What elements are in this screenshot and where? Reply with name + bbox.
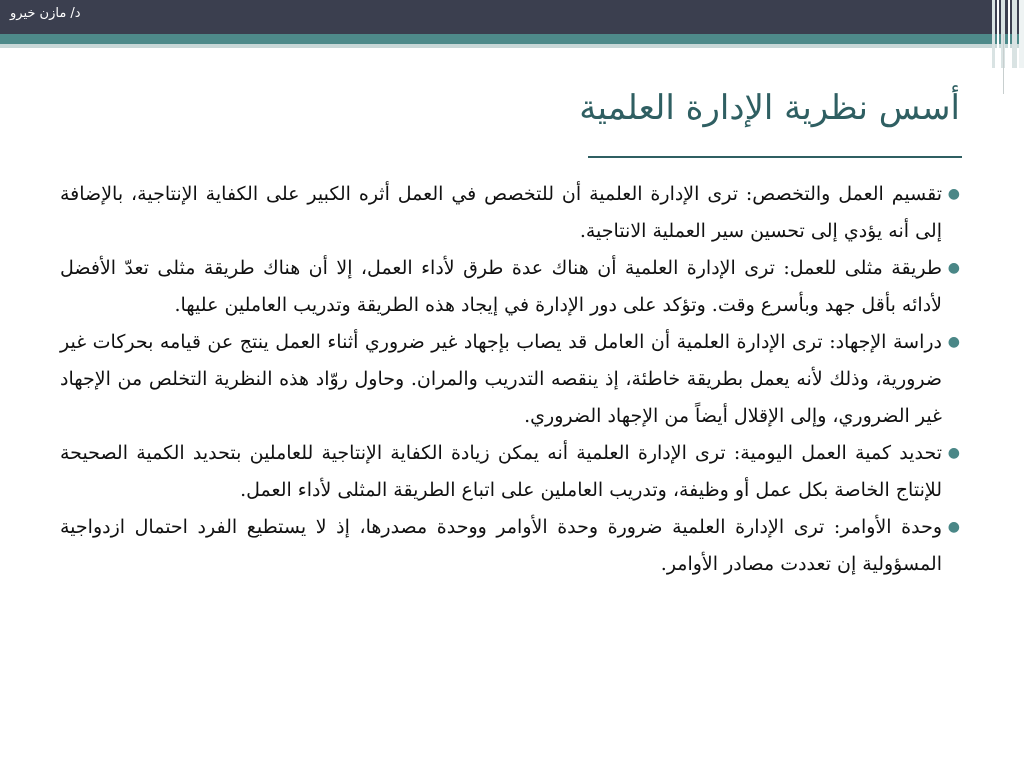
bullet-list: [60, 176, 960, 583]
header-bar: [0, 0, 1024, 34]
bullet-icon: ●: [947, 334, 960, 350]
bullet-item: [60, 509, 960, 583]
bullet-icon: ●: [947, 260, 960, 276]
title-underline: [588, 156, 962, 158]
bullet-text: تحديد كمية العمل اليومية: ترى الإدارة العلمية أنه يمكن زيادة الكفاية الإنتاجية للعاملين بتحديد الكمية الصحيحة للإنتاج الخاصة بكل عمل أو وظيفة، وتدريب العاملين على اتباع الطريقة المثلى لأداء العمل.: [60, 442, 942, 501]
bullet-icon: ●: [947, 519, 960, 535]
vertical-rule: [1003, 34, 1004, 94]
bullet-text: طريقة مثلى للعمل: ترى الإدارة العلمية أن هناك عدة طرق لأداء العمل، إلا أن هناك طريقة مثلى تعدّ الأفضل لأدائه بأقل جهد وبأسرع وقت. وتؤكد على دور الإدارة في إيجاد هذه الطريقة وتدريب العاملين عليها.: [60, 257, 942, 316]
teal-band: [0, 34, 1024, 44]
under-band: [0, 44, 1024, 48]
bullet-item: [60, 324, 960, 435]
bullet-text: دراسة الإجهاد: ترى الإدارة العلمية أن العامل قد يصاب بإجهاد غير ضروري أثناء العمل ينتج عن قيامه بحركات غير ضرورية، وذلك لأنه يعمل بطريقة خاطئة، إذ ينقصه التدريب والمران. وحاول روّاد هذه النظرية التخلص من الإجهاد غير الضروري، وإلى الإقلال أيضاً من الإجهاد الضروري.: [60, 331, 942, 427]
deco-stripe: [1019, 0, 1024, 68]
deco-stripe: [992, 0, 995, 68]
author-name: د/ مازن خيرو: [10, 6, 81, 21]
deco-stripe: [1008, 0, 1010, 68]
deco-stripe: [1012, 0, 1017, 68]
bullet-item: [60, 250, 960, 324]
bullet-text: تقسيم العمل والتخصص: ترى الإدارة العلمية أن للتخصص في العمل أثره الكبير على الكفاية الإنتاجية، بالإضافة إلى أنه يؤدي إلى تحسين سير العملية الانتاجية.: [60, 183, 942, 242]
bullet-item: [60, 435, 960, 509]
bullet-item: [60, 176, 960, 250]
bullet-text: وحدة الأوامر: ترى الإدارة العلمية ضرورة وحدة الأوامر ووحدة مصدرها، إذ لا يستطيع الفرد احتمال ازدواجية المسؤولية إن تعددت مصادر الأوامر.: [60, 516, 942, 575]
slide-title: أسس نظرية الإدارة العلمية: [579, 88, 960, 128]
deco-stripe: [997, 0, 999, 68]
bullet-icon: ●: [947, 445, 960, 461]
bullet-icon: ●: [947, 186, 960, 202]
